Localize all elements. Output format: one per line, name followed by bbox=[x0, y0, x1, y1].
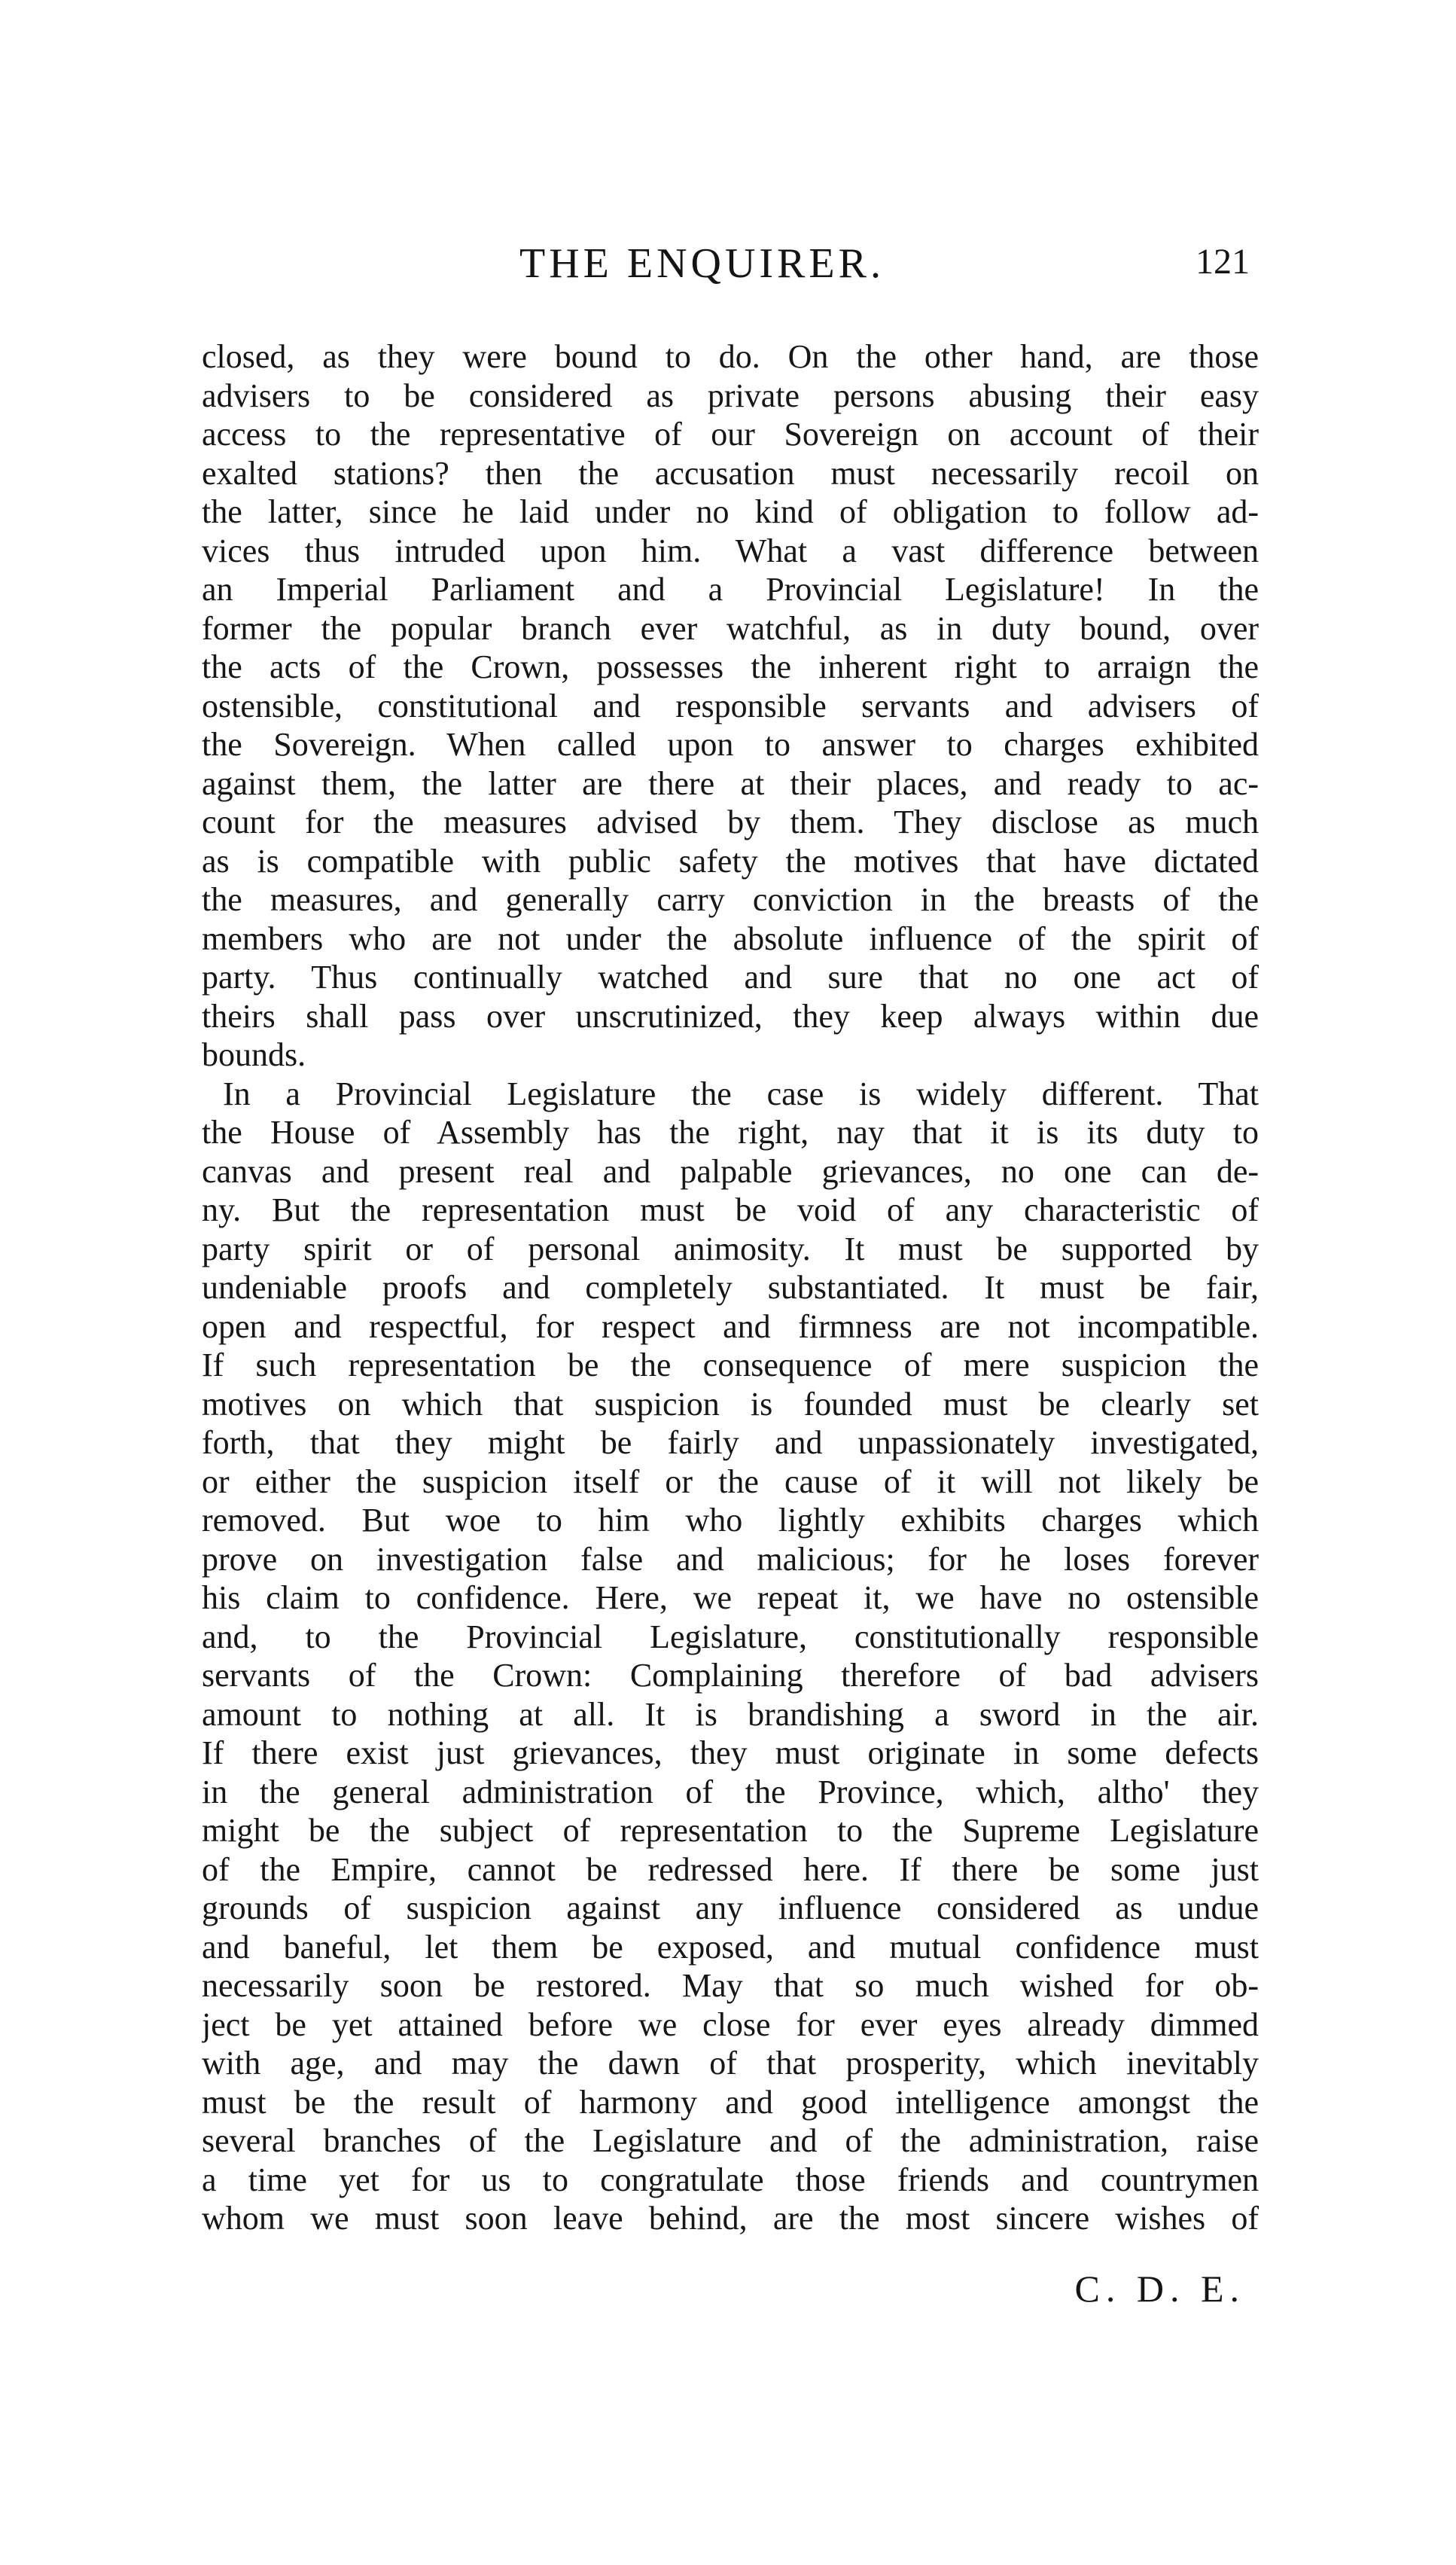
text-line: canvas and present real and palpable grievances, no one can de- bbox=[202, 1152, 1259, 1190]
text-line: count for the measures advised by them. They disclose as much bbox=[202, 804, 1259, 840]
text-line: ostensible, constitutional and responsible servants and advisers of bbox=[202, 687, 1259, 724]
text-line: several branches of the Legislature and of the administration, raise bbox=[202, 2122, 1259, 2159]
text-line: amount to nothing at all. It is brandishing a sword in the air. bbox=[202, 1695, 1259, 1733]
text-line: motives on which that suspicion is founded must be clearly set bbox=[202, 1385, 1259, 1423]
author-initials: C. D. E. bbox=[1074, 2268, 1245, 2310]
text-line: with age, and may the dawn of that prosperity, which inevitably bbox=[202, 2045, 1259, 2082]
running-head bbox=[519, 239, 1250, 292]
text-line: whom we must soon leave behind, are the most sincere wishes of bbox=[202, 2200, 1259, 2237]
text-line: party spirit or of personal animosity. It must be supported by bbox=[202, 1230, 1259, 1267]
text-line: ny. But the representation must be void of any characteristic of bbox=[202, 1191, 1259, 1228]
text-line: must be the result of harmony and good intelligence amongst the bbox=[202, 2083, 1259, 2121]
text-line: bounds. bbox=[202, 1036, 306, 1073]
text-line: might be the subject of representation to the Supreme Legislature bbox=[202, 1812, 1259, 1849]
text-line: closed, as they were bound to do. On the other hand, are those bbox=[202, 338, 1259, 375]
text-line: former the popular branch ever watchful, as in duty bound, over bbox=[202, 609, 1259, 647]
text-line: the Sovereign. When called upon to answer to charges exhibited bbox=[202, 726, 1259, 763]
text-line: or either the suspicion itself or the cause of it will not likely be bbox=[202, 1462, 1259, 1500]
text-line: grounds of suspicion against any influence considered as undue bbox=[202, 1889, 1259, 1926]
text-line: and baneful, let them be exposed, and mutual confidence must bbox=[202, 1928, 1259, 1966]
page-title: THE ENQUIRER. bbox=[519, 240, 885, 287]
text-line: a time yet for us to congratulate those friends and countrymen bbox=[202, 2161, 1259, 2198]
page-number: 121 bbox=[1196, 242, 1250, 282]
text-line: exalted stations? then the accusation must necessarily recoil on bbox=[202, 454, 1259, 492]
text-line: in the general administration of the Province, which, altho' they bbox=[202, 1773, 1259, 1810]
text-line: forth, that they might be fairly and unpassionately investigated, bbox=[202, 1424, 1259, 1461]
text-line: theirs shall pass over unscrutinized, they keep always within due bbox=[202, 997, 1259, 1035]
text-line: an Imperial Parliament and a Provincial Legislature! In the bbox=[202, 571, 1259, 608]
text-line: If there exist just grievances, they must originate in some defects bbox=[202, 1734, 1259, 1771]
text-line: access to the representative of our Sovereign on account of their bbox=[202, 416, 1259, 453]
text-line: members who are not under the absolute influence of the spirit of bbox=[202, 920, 1259, 957]
text-line: the House of Assembly has the right, nay that it is its duty to bbox=[202, 1114, 1259, 1151]
text-line: advisers to be considered as private persons abusing their easy bbox=[202, 377, 1259, 414]
text-line: party. Thus continually watched and sure that no one act of bbox=[202, 959, 1259, 996]
text-line: and, to the Provincial Legislature, constitutionally responsible bbox=[202, 1618, 1259, 1655]
body-text bbox=[202, 337, 1259, 2238]
text-line: In a Provincial Legislature the case is widely different. That bbox=[223, 1075, 1259, 1112]
text-line: undeniable proofs and completely substantiated. It must be fair, bbox=[202, 1269, 1259, 1306]
text-line: vices thus intruded upon him. What a vast difference between bbox=[202, 532, 1259, 569]
text-line: the latter, since he laid under no kind of obligation to follow ad- bbox=[202, 493, 1259, 530]
text-line: as is compatible with public safety the motives that have dictated bbox=[202, 842, 1259, 880]
text-line: removed. But woe to him who lightly exhibits charges which bbox=[202, 1502, 1259, 1539]
text-line: servants of the Crown: Complaining therefore of bad advisers bbox=[202, 1657, 1259, 1694]
text-line: ject be yet attained before we close for ever eyes already dimmed bbox=[202, 2005, 1259, 2043]
text-line: against them, the latter are there at their places, and ready to ac- bbox=[202, 764, 1259, 802]
text-line: his claim to confidence. Here, we repeat it, we have no ostensible bbox=[202, 1579, 1259, 1616]
text-line: of the Empire, cannot be redressed here. If there be some just bbox=[202, 1850, 1259, 1888]
text-line: the acts of the Crown, possesses the inherent right to arraign the bbox=[202, 648, 1259, 685]
text-line: If such representation be the consequence of mere suspicion the bbox=[202, 1347, 1259, 1383]
text-line: necessarily soon be restored. May that so much wished for ob- bbox=[202, 1967, 1259, 2004]
text-line: the measures, and generally carry conviction in the breasts of the bbox=[202, 881, 1259, 918]
text-line: open and respectful, for respect and firmness are not incompatible. bbox=[202, 1307, 1259, 1345]
text-line: prove on investigation false and malicious; for he loses forever bbox=[202, 1540, 1259, 1578]
